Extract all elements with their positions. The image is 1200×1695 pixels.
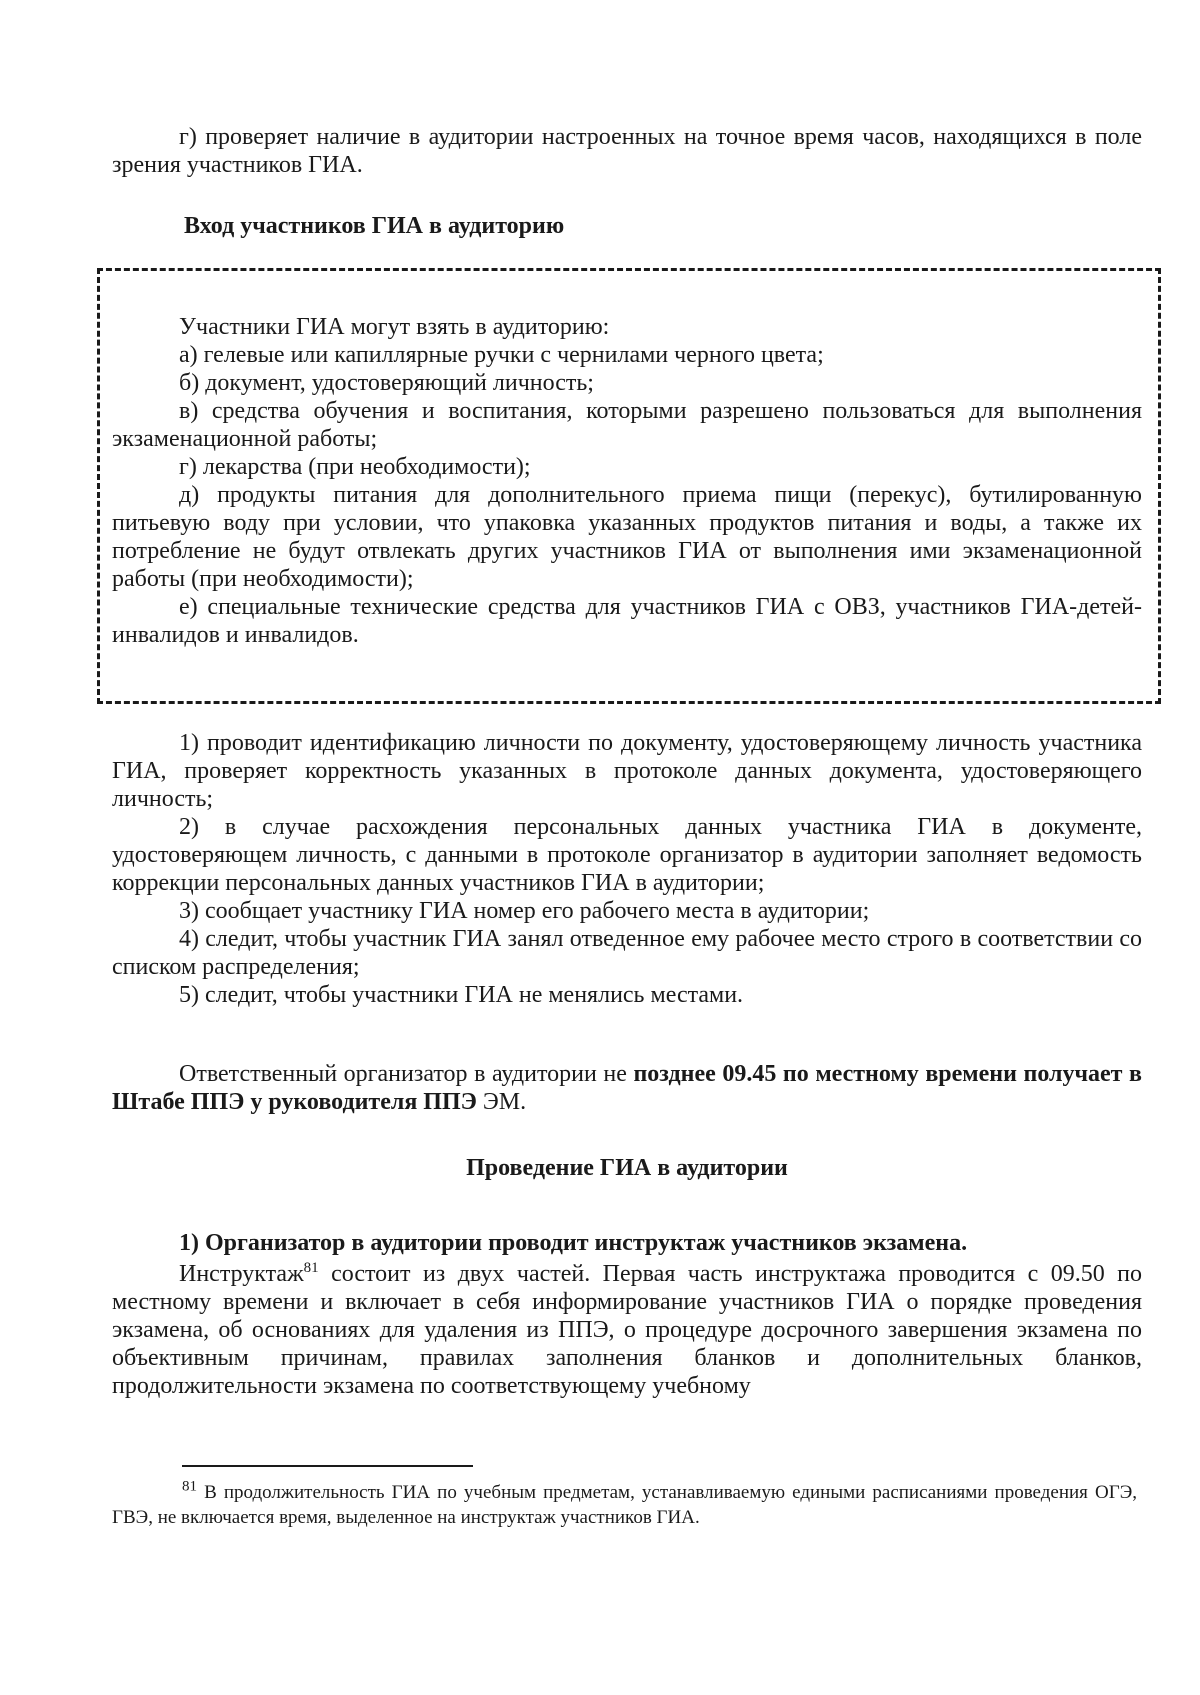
boxed-item-v: в) средства обучения и воспитания, которыми разрешено пользоваться для выполнения экзаменационной работы;: [112, 398, 1142, 452]
conduct-step-1: 1) Организатор в аудитории проводит инструктаж участников экзамена.: [179, 1230, 968, 1256]
boxed-item-a: а) гелевые или капиллярные ручки с чернилами черного цвета;: [179, 342, 824, 368]
instruction-text: состоит из двух частей. Первая часть инструктажа проводится с 09.50 по местному времени и включает в себя информирование участников ГИА о порядке проведения экзамена, об основаниях для удаления из ППЭ, о процедуре досрочного завершения экзамена по объективным причинам, правилах заполнения бланков и дополнительных бланков, продолжительности экзамена по соответствующему учебному: [112, 1261, 1142, 1399]
boxed-item-b: б) документ, удостоверяющий личность;: [179, 370, 594, 396]
footnote-81: [112, 1480, 1137, 1530]
responsible-text-3: ЭМ.: [476, 1089, 527, 1115]
step-5: 5) следит, чтобы участники ГИА не менялись местами.: [179, 982, 744, 1008]
step-1: 1) проводит идентификацию личности по документу, удостоверяющему личность участника ГИА, проверяет корректность указанных в протоколе данных документа, удостоверяющего личность;: [112, 730, 1142, 812]
responsible-text-bold: позднее 09.45 по местному времени получает в Штабе ППЭ у руководителя ППЭ: [112, 1061, 1143, 1115]
footnote-ref[interactable]: 81: [303, 1260, 319, 1276]
section-heading-conduct: Проведение ГИА в аудитории: [466, 1155, 788, 1181]
footnote-text: В продолжительность ГИА по учебным предметам, устанавливаемую едиными расписаниями проведения ОГЭ, ГВЭ, не включается время, выделенное на инструктаж участников ГИА.: [112, 1482, 1137, 1528]
instruction-word: Инструктаж: [179, 1261, 304, 1287]
responsible-text-1: Ответственный организатор в аудитории не: [179, 1061, 634, 1087]
boxed-item-d: д) продукты питания для дополнительного приема пищи (перекус), бутилированную питьевую воду при условии, что упаковка указанных продуктов питания и воды, а также их потребление не будут отвлекать других участников ГИА от выполнения ими экзаменационной работы (при необходимости);: [112, 482, 1142, 592]
step-3: 3) сообщает участнику ГИА номер его рабочего места в аудитории;: [179, 898, 870, 924]
boxed-lead: Участники ГИА могут взять в аудиторию:: [179, 314, 610, 340]
step-4: 4) следит, чтобы участник ГИА занял отведенное ему рабочее место строго в соответствии со списком распределения;: [112, 926, 1142, 980]
footnote-separator: [182, 1465, 473, 1467]
boxed-item-g: г) лекарства (при необходимости);: [179, 454, 531, 480]
step-2: 2) в случае расхождения персональных данных участника ГИА в документе, удостоверяющем личность, с данными в протоколе организатор в аудитории заполняет ведомость коррекции персональных данных участников ГИА в аудитории;: [112, 814, 1142, 896]
section-heading-entry: Вход участников ГИА в аудиторию: [184, 213, 565, 239]
footnote-number: 81: [182, 1478, 197, 1495]
paragraph-item-g: г) проверяет наличие в аудитории настроенных на точное время часов, находящихся в поле зрения участников ГИА.: [112, 124, 1142, 178]
instruction-paragraph: [112, 1260, 1142, 1400]
responsible-organizer-paragraph: [112, 1060, 1142, 1116]
boxed-item-e: е) специальные технические средства для участников ГИА с ОВЗ, участников ГИА-детей-инвалидов и инвалидов.: [112, 594, 1142, 648]
